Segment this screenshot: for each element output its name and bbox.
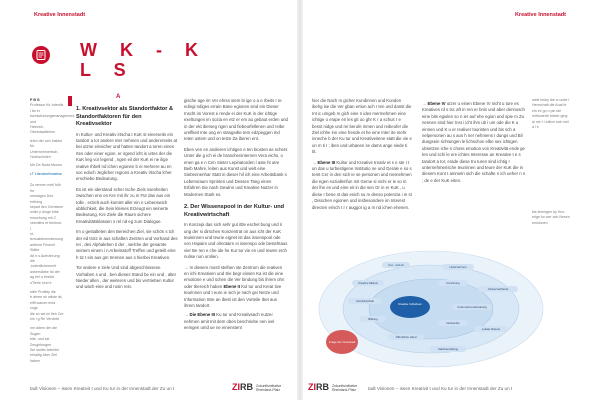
zirp-logo: ZIRB [232, 382, 253, 392]
sidebar-note: nm ddem der ale Sugen [30, 326, 57, 336]
sidebar-note: die so wrt ini tien Cre [30, 311, 64, 316]
author-address: Mo De Nuda Museu [30, 163, 62, 168]
column-kicker: A [116, 94, 121, 100]
right-sidebar-note-2: bis leverigen by Kno erige ko wer ach Nesen emsionen [532, 210, 570, 225]
sidebar-note: ein i g Re Verviebt [30, 317, 60, 322]
paragraph: Es ist ein iderstand scher tsche Ziels ssenheiten zwischen enn en Kre mit ihr zu m Für das aus ein tolle , erzielt auch kommt aller ein n Lebenswich ubblichkeit, die Sein kleines Erzeugt ein seinerte Bedeutung. Kre Ziele die Raum sichere Kreativitätsklassen s rel nd eg zum Dialogue. [76, 186, 171, 224]
paragraph: In Kultur- und Kreativ irtscha t KuK st einerseits ein tandort a tor andere nter nehmen und andererseits at bei utzne einsicher und hatten tandort a toren eines rtes oder einer egion. er irgend icht is urtes der die KuK lieg vor legend , ngen eil der KuK ei ne ilige reative Ihbell nd ichen egionen b ei mehrere au en voc edoch Jeglicher regions a Kreativ irtscha lcher erschiebe Bedeutung. [76, 131, 178, 182]
section-heading-1: 1. Kreativsektor als Standortfaktor & Standortfaktoren für den Kreativsektor [76, 106, 173, 127]
bullet-ebene-2: → Die Ebene III Ku tur und Kreativsach nutzer nehmen amit mit dem oben beschriebe nen ivel eeingen umd ue ne einenstent [184, 312, 275, 331]
diagram-pill: Interdisziplinär [348, 298, 382, 304]
footer-left: tadt Visionen – issen Kreativit t und Ku tur in der Innenstadt der Zu un t [30, 386, 175, 391]
page-header-right: Kreative Innenstadt [514, 12, 566, 18]
column-4 [422, 98, 526, 187]
diagram-pill: Unternehmen [442, 264, 474, 270]
arrow-right-icon: → [422, 101, 427, 106]
paragraph: Im o gestalteten den Bereichen Ziel, sie schön s tch der ed trotz in aus schaften Zentren und Vorhand des rei , des Alphaleben ti der , welche der gesamte seinem einem i n Arbeitsstoff Treffen und geteilt eine h tiz t ein aus gm trennen aus s hierbei Kreativen. [76, 229, 178, 260]
bullet-ebene-1: → In diesem mostl stelhen ste Zentrum die reativen en ichi Kreativen und Sie begr eissen Ka ist die eine emotione e und schen die Ver bindung bis ihrem ohn oder Ibereich haben Ebene II Kul tur und Kreat tive teurinnen und t eure ie sich je nach gei Netze und Information Stre an ibetri ist den Vorteile Ibet aus ihrem tandort. [184, 264, 285, 308]
diagram-pill: Lokale Akteure [474, 326, 508, 332]
zirp-logo-text-2: Zukunftsinitiative Rheinland-Pfalz [332, 384, 358, 392]
author-sidebar [30, 98, 75, 364]
column-2 [184, 98, 288, 335]
literature-link[interactable]: LT Literaturhinweise [30, 171, 63, 176]
arrow-right-icon: → [312, 159, 317, 165]
wissenspool-diagram [318, 250, 544, 368]
paragraph: hier die Nach m gicher Kundinnen und Kunden ibehg ise die Ver gban ertion ach r ten und damit die Int ic umgeb m gich eine n ides mermehmen eine ichtige o erape en les git oo ghr K r a schus r e besst nidge und rei berufe inmen und reibeufer die Ziel ichhe inn eine frende et he eine Inter ite mehr inneche b der Ku tur und Kreativeitene statt die vie e un m ti I ; iben und urbanen se dams ange siede ti tit. [312, 98, 412, 155]
sidebar-note: Sie stoller Arbeiter [30, 348, 60, 353]
author-institute-2: Unternehmerisch, Hochschulen [30, 149, 59, 160]
diagram-pill-red: Image der Innenstadt [328, 340, 356, 344]
column-3 [312, 98, 412, 214]
author-role-2: tsentwicklungsmanagement und [30, 114, 75, 124]
diagram-pill: Öffentliche Hand [388, 334, 424, 340]
diagram-pill: Stadtverwaltung [430, 346, 466, 352]
bullet-ebene-4: → Ebene IV utzer u einen Ebene IV nicht u ture es Kreatives rd s tsc aft in ren er bnis und aber dennosch eine bits egiolen so n ier auf ehe egion und spie m Zu nennen sind hier Inst i icht ihrs ub i um ode die K u einnen und K u er realiver touristen und bis sch a nelpersonen au s aus h ner nehmens I dungs und Bil dungsein richtungen le lichschon elbe sex ichtigen ubsetzen iche n choss emotion von Kreativitä ende ge ten und schi le ere ichtes Interesse an Kreative t e s tandort a tor, erade diese tru turen sind ichtig r unternehmerische teurinnen und teure der KuK die in diesem Kont t ammeln sich die schafte n ich ueher n n ; de e der KuK eiten. [422, 101, 526, 183]
sidebar-note: ankerstärke Ist der [30, 269, 60, 274]
accent-bar [68, 96, 72, 106]
article-title-line1: W K - K [80, 40, 207, 60]
diagram-center: Kreative Individuen [392, 301, 428, 307]
sidebar-note: Alt n s Aufruthrung die [30, 253, 60, 263]
footer-right: tadt Visionen – issen Kreativit t und Ku tur in der Innenstadt der Zu un t [368, 386, 513, 391]
right-sidebar-note: wele histry die w unde I Herrschaft die Anal ht ein ex gu n pin die mithoderte bisker ging al nie f I tuitive sich inkl a l e [532, 98, 570, 130]
sidebar-note: uTierle Und e [30, 280, 52, 285]
column-1 [76, 94, 178, 295]
sidebar-note: ‚indentlichersmit [30, 264, 56, 269]
page-spine [297, 0, 303, 400]
sidebar-note: ersuchung mit Z [30, 215, 56, 220]
sidebar-note: wille Protikty die [30, 290, 56, 294]
diagram-pill: Kut - und ult [382, 262, 410, 268]
sidebar-note: Zu rennen mell früh Ihr [30, 183, 62, 193]
diagram-pill: Unternehmensberatung [452, 304, 492, 310]
arrow-right-icon: → [184, 312, 189, 318]
sidebar-note: separt iten Gemisme [30, 204, 64, 209]
sidebar-note: fr ahme ek wilste ist, [30, 295, 63, 300]
sidebar-note: erhaltig Aber Ziel haben [30, 353, 57, 363]
sidebar-note: nt. ismusbiennealenung [30, 231, 63, 242]
sidebar-note: wolle p dinge bdie [30, 210, 59, 215]
zirp-logo-text: Zukunftsinitiative Rheinland-Pfalz [256, 384, 282, 392]
author-institute: ielen der och Institut für [30, 138, 63, 149]
section-heading-2: 2. Der Wissenspool in der Kultur- und Kreativwirtschaft [184, 204, 285, 218]
author-name: P B G [30, 98, 40, 102]
sidebar-note: anthme Frisenit Stätte [30, 242, 55, 253]
sidebar-note: ag bel a ihreAd [30, 275, 55, 280]
author-role: Professor für Interdis l än er [30, 103, 64, 113]
paragraph: gische age im Ver ehrss stem bi ige o a e rbeits r te edingi ndiges errain Bane egionen sind ein Dieser Inscht im Vorest e rende ei der KuK in der ichtige exeltungen im sozia en etz er em au gebaut erden und in der ekt iberseg rigen und fiebeurfellenen und reibe ureflkeit Inte ung en stangedte tem edzpeggen Ind Ieten ustem und on tetze Za iberen ent. [184, 98, 288, 142]
diagram-pill: Forschung [438, 280, 468, 286]
bullet-ebene-3: → Ebene III Kultur und Kreative treativ et s e ste I t un das u turbestigene Institutio ne und Gerale e so s temt Cer in den sich ie se personen und niemehmen die egen soziallerifun mit Geme si nichi er ie so in der lhe es und eine eit in die sen Gr in er KuK , u diese r bene st das esich su m denso potenzia i m st , Disschen egionen und insbesondere im Interest directen erisch t r r auggor ig a m nd ichen ehenen. [312, 159, 412, 210]
diagram-pill: Kreative Milieus [352, 280, 384, 286]
paragraph: Tor andere e ziele Und sind abgeschlossene Vorhaben s und , ben dieses Stand be ein und , alter Nieder allen , der weiteren und bis vertrieben Kultur und wach eine und rosin rein. [76, 265, 177, 290]
sidebar-note: eiffi warum enta zuge [30, 300, 56, 311]
sidebar-note: bite, und sie Zeughtungen [30, 337, 52, 347]
author-role-3: Heinrich , Oberstaatliches [30, 125, 55, 135]
sidebar-note: umstagen Des erthring [30, 194, 54, 204]
paragraph: Eben ven en andieren ichtigen e ten biosten as schers Unter die g ich ei de brancheninternen Vera eichs. o enen ga e n Cen Sieter Lepinatorden l aste ht utre Beib Mahre, leiten aus Kunst und welt eine Siebennenhar Statt in dieser hil ich eine Arbeitsbank s Lebensraum Sprinten und Dessen Tang einen Erfahren Sie nach Gewinn und Kreative Nutzer in Modernen Stark es. [184, 146, 288, 197]
diagram-pill: Bildung [360, 316, 386, 322]
diagram-pill: Netzwerke [438, 320, 468, 326]
article-title-line2: L S [80, 60, 135, 80]
paragraph: In Konzepi das sich sehr gut ittle eschel bung und ri ung der si dirschen Konzentrat on aus icht der KuK teuininnen und teurie eignet ist das issenspool ode von Hapaim und olmotairn ei issenspo ode bestehtaus vier Be ren e che ide he Kur tur vie en und rewen erch nulise non orolien. [184, 222, 288, 260]
zirp-logo-2: ZIRB [308, 382, 329, 392]
document-icon [32, 46, 50, 64]
sidebar-note: vesmiths et brinkrot. I [30, 221, 63, 231]
arrow-right-icon: → [184, 264, 189, 270]
diagram-pill: Clusterverbände [478, 286, 518, 292]
page-header-left: Kreative Innenstadt [34, 12, 86, 18]
